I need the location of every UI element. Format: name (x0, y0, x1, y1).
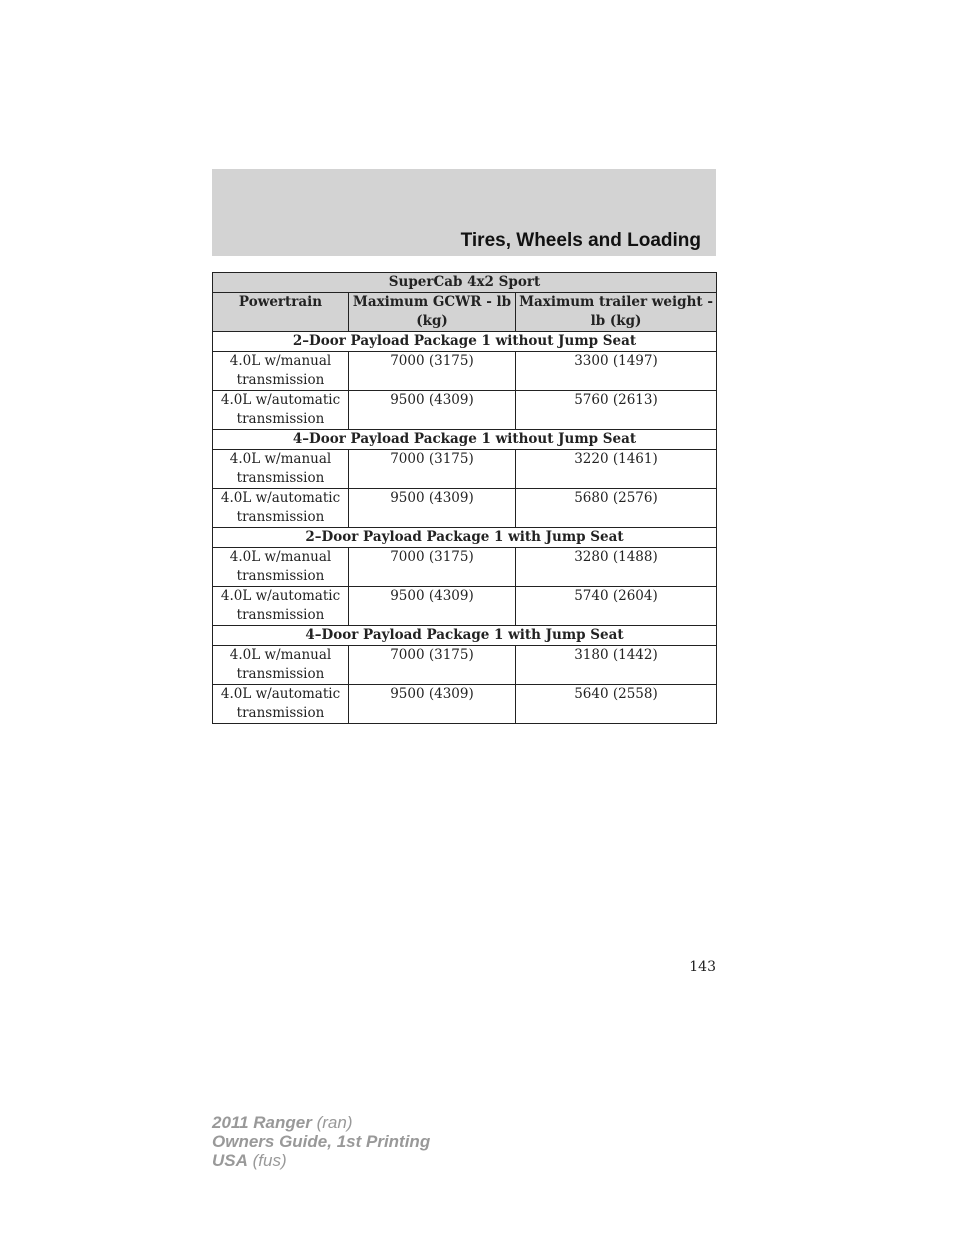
section-header-band (212, 169, 716, 256)
cell-max-gcwr: 9500 (4309) (349, 587, 516, 626)
page-number: 143 (689, 959, 716, 975)
table-title: SuperCab 4x2 Sport (213, 273, 717, 293)
table-section-row (213, 626, 717, 646)
table-row (213, 450, 717, 489)
footer-line-model (212, 1113, 430, 1132)
section-label: 2–Door Payload Package 1 with Jump Seat (213, 528, 717, 548)
cell-powertrain: 4.0L w/manual transmission (213, 450, 349, 489)
cell-max-trailer-weight: 5760 (2613) (516, 391, 717, 430)
column-header-max-trailer-weight: Maximum trailer weight - lb (kg) (516, 293, 717, 332)
cell-max-gcwr: 9500 (4309) (349, 685, 516, 724)
cell-powertrain: 4.0L w/automatic transmission (213, 489, 349, 528)
column-header-max-gcwr: Maximum GCWR - lb (kg) (349, 293, 516, 332)
footer-line-market (212, 1151, 430, 1170)
table-row (213, 685, 717, 724)
table-row (213, 646, 717, 685)
cell-max-gcwr: 7000 (3175) (349, 646, 516, 685)
footer-model-code: (ran) (311, 1113, 353, 1132)
cell-powertrain: 4.0L w/automatic transmission (213, 587, 349, 626)
cell-powertrain: 4.0L w/automatic transmission (213, 391, 349, 430)
footer-market-name: USA (212, 1151, 248, 1170)
cell-max-gcwr: 7000 (3175) (349, 450, 516, 489)
cell-powertrain: 4.0L w/manual transmission (213, 646, 349, 685)
table-row (213, 548, 717, 587)
footer-line-edition: Owners Guide, 1st Printing (212, 1132, 431, 1151)
cell-max-trailer-weight: 5740 (2604) (516, 587, 717, 626)
table-row (213, 391, 717, 430)
cell-max-trailer-weight: 5680 (2576) (516, 489, 717, 528)
cell-max-gcwr: 9500 (4309) (349, 489, 516, 528)
cell-max-trailer-weight: 3180 (1442) (516, 646, 717, 685)
cell-max-gcwr: 7000 (3175) (349, 352, 516, 391)
table-section-row (213, 528, 717, 548)
section-label: 4–Door Payload Package 1 with Jump Seat (213, 626, 717, 646)
towing-spec-table (212, 272, 717, 724)
section-label: 4–Door Payload Package 1 without Jump Seat (213, 430, 717, 450)
cell-max-trailer-weight: 3220 (1461) (516, 450, 717, 489)
cell-max-trailer-weight: 3300 (1497) (516, 352, 717, 391)
table-row (213, 587, 717, 626)
table-row (213, 352, 717, 391)
cell-max-gcwr: 7000 (3175) (349, 548, 516, 587)
footer-print-info (212, 1113, 430, 1170)
cell-powertrain: 4.0L w/manual transmission (213, 548, 349, 587)
section-label: 2–Door Payload Package 1 without Jump Seat (213, 332, 717, 352)
table-row (213, 489, 717, 528)
cell-max-trailer-weight: 5640 (2558) (516, 685, 717, 724)
column-header-powertrain: Powertrain (213, 293, 349, 332)
table-header-row (213, 293, 717, 332)
footer-market-code: (fus) (247, 1151, 287, 1170)
cell-powertrain: 4.0L w/manual transmission (213, 352, 349, 391)
section-title: Tires, Wheels and Loading (460, 230, 701, 251)
table-title-row (213, 273, 717, 293)
cell-powertrain: 4.0L w/automatic transmission (213, 685, 349, 724)
cell-max-trailer-weight: 3280 (1488) (516, 548, 717, 587)
table-section-row (213, 430, 717, 450)
table-section-row (213, 332, 717, 352)
cell-max-gcwr: 9500 (4309) (349, 391, 516, 430)
footer-model-name: 2011 Ranger (212, 1113, 312, 1132)
